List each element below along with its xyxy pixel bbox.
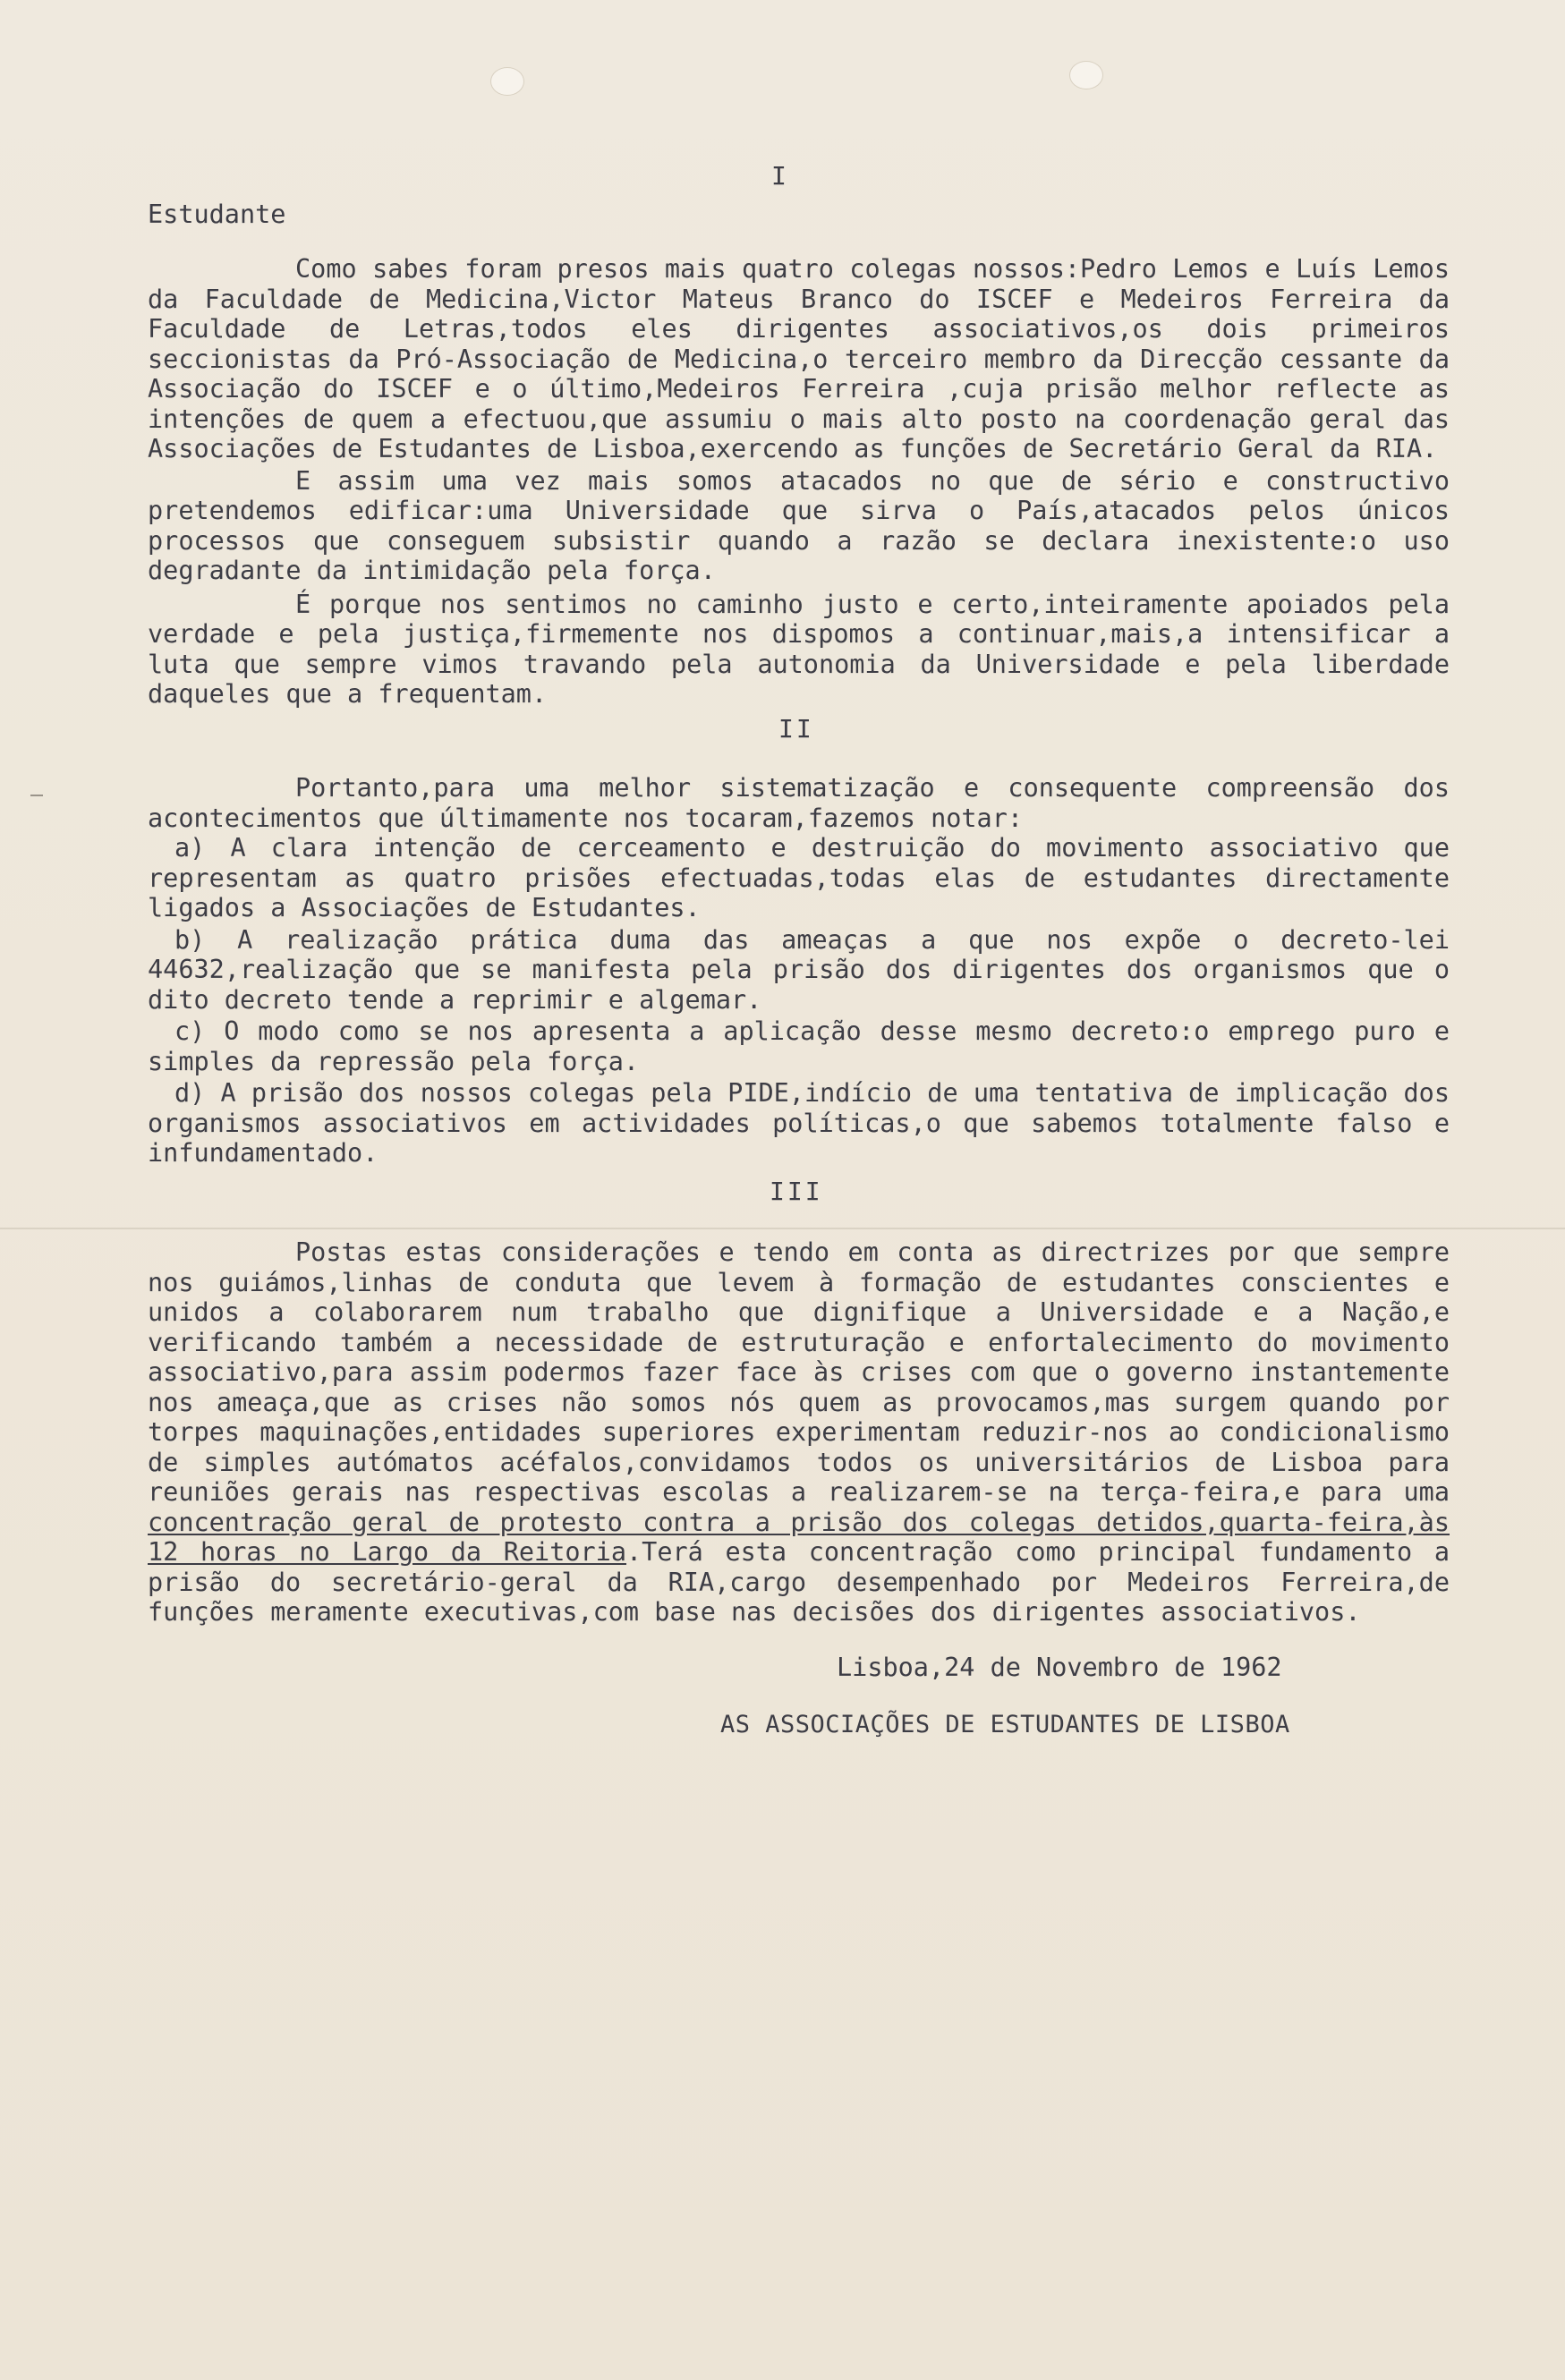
section-numeral-2: II: [778, 714, 814, 744]
paragraph: [148, 1237, 1450, 1628]
paragraph: Como sabes foram presos mais quatro colegas nossos:Pedro Lemos e Luís Lemos da Faculdade de Medicina,Victor Mateus Branco do ISCEF e Medeiros Ferreira da Faculdade de Letras,todos eles dirigentes associativos,os dois primeiros seccionistas da Pró-Associação de Medicina,o terceiro membro da Direcção cessante da Associação do ISCEF e o último,Medeiros Ferreira ,cuja prisão melhor reflecte as intenções de quem a efectuou,que assumiu o mais alto posto na coordenação geral das Associações de Estudantes de Lisboa,exercendo as funções de Secretário Geral da RIA.: [148, 254, 1450, 463]
section-1-body: [148, 254, 1450, 710]
section-numeral-3: III: [770, 1177, 823, 1206]
list-item: a) A clara intenção de cerceamento e destruição do movimento associativo que representam as quatro prisões efectuadas,todas elas de estudantes directamente ligados a Associações de Estudantes.: [148, 833, 1450, 922]
list-item: b) A realização prática duma das ameaças a que nos expõe o decreto-lei 44632,realização que se manifesta pela prisão dos dirigentes dos organismos que o dito decreto tende a reprimir e algemar.: [148, 924, 1450, 1015]
section-3-body: [148, 1237, 1450, 1628]
list-item: c) O modo como se nos apresenta a aplicação desse mesmo decreto:o emprego puro e simples da repressão pela força.: [148, 1016, 1450, 1076]
paragraph: Portanto,para uma melhor sistematização e consequente compreensão dos acontecimentos que últimamente nos tocaram,fazemos notar:: [148, 773, 1450, 833]
section-numeral-1: I: [771, 161, 789, 191]
salutation: Estudante: [148, 200, 286, 229]
underlined-text: concentração geral de protesto contra a prisão dos colegas detidos,quarta-feira,às 12 horas no Largo da Reitoria: [148, 1507, 1450, 1567]
place-date: Lisboa,24 de Novembro de 1962: [837, 1653, 1282, 1682]
margin-mark: [30, 795, 43, 796]
punch-hole-right: [1069, 61, 1103, 89]
paper-fold-line: [0, 1228, 1565, 1229]
signature: AS ASSOCIAÇÕES DE ESTUDANTES DE LISBOA: [720, 1711, 1290, 1738]
list-item: d) A prisão dos nossos colegas pela PIDE,indício de uma tentativa de implicação dos organismos associativos em actividades políticas,o que sabemos totalmente falso e infundamentado.: [148, 1078, 1450, 1168]
punch-hole-left: [490, 67, 524, 96]
section-2-body: [148, 773, 1450, 1169]
paragraph-text: .Terá esta concentração como principal fundamento a prisão do secretário-geral da RIA,cargo desempenhado por Medeiros Ferreira,de funções meramente executivas,com base nas decisões dos dirigentes associativos.: [148, 1537, 1450, 1627]
paragraph: É porque nos sentimos no caminho justo e certo,inteiramente apoiados pela verdade e pela justiça,firmemente nos dispomos a continuar,mais,a intensificar a luta que sempre vimos travando pela autonomia da Universidade e pela liberdade daqueles que a frequentam.: [148, 589, 1450, 709]
paragraph: E assim uma vez mais somos atacados no que de sério e constructivo pretendemos edificar:uma Universidade que sirva o País,atacados pelos únicos processos que conseguem subsistir quando a razão se declara inexistente:o uso degradante da intimidação pela força.: [148, 465, 1450, 585]
paragraph-text: Postas estas considerações e tendo em conta as directrizes por que sempre nos guiámos,linhas de conduta que levem à formação de estudantes conscientes e unidos a colaborarem num trabalho que dignifique a Universidade e a Nação,e verificando também a necessidade de estruturação e enfortalecimento do movimento associativo,para assim podermos fazer face às crises com que o governo instantemente nos ameaça,que as crises não somos nós quem as provocamos,mas surgem quando por torpes maquinações,entidades superiores experimentam reduzir-nos ao condicionalismo de simples autómatos acéfalos,convidamos todos os universitários de Lisboa para reuniões gerais nas respectivas escolas a realizarem-se na terça-feira,e para uma: [148, 1237, 1450, 1507]
